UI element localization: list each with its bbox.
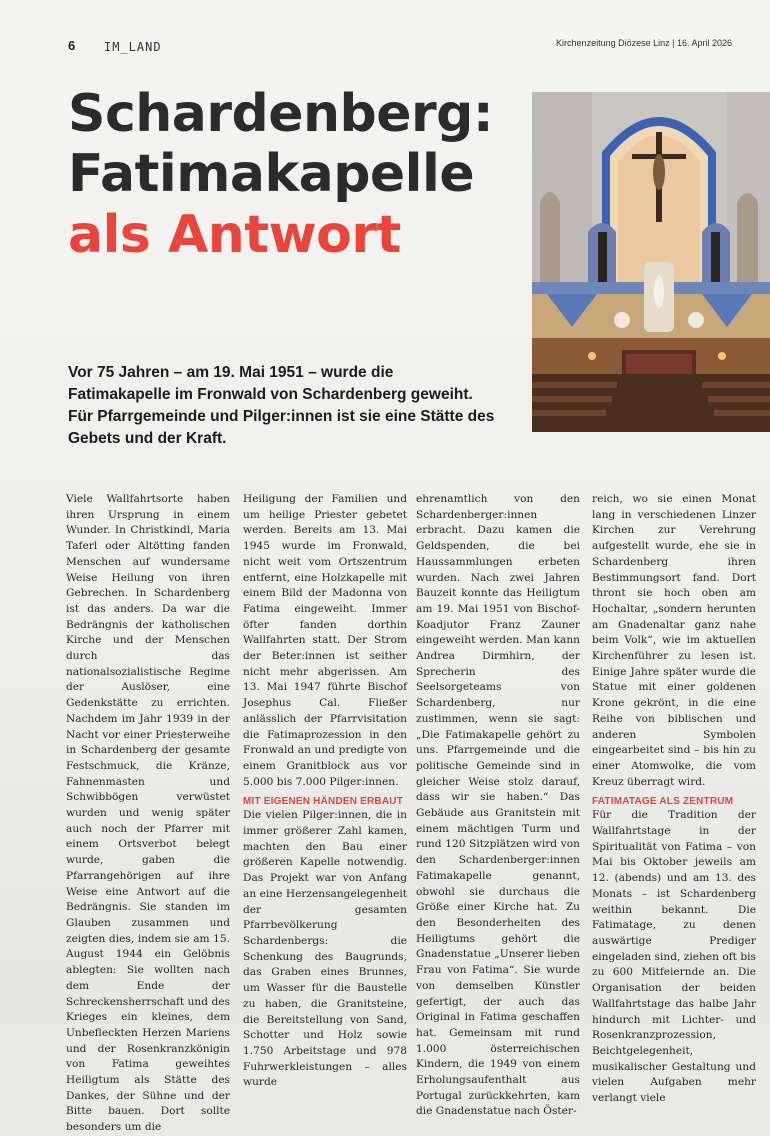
headline-line-1: Schardenberg: [68,84,494,144]
body-paragraph: reich, wo sie einen Monat lang in verschiedenen Linzer Kirchen zur Verehrung aufgestellt wurde, ehe sie in Schardenberg ihren Bestimmungsort fand. Dort thront sie hoch oben am Hochaltar, „sondern herunten am Gnadenaltar ganz nahe beim Volk“, wie im aktuellen Kirchenführer zu lesen ist. Einige Jahre später wurde die Statue mit einer goldenen Krone gekrönt, in die eine Reihe von biblischen und anderen Symbolen eingearbeitet sind – bis hin zu einer Atomwolke, die vom Kreuz überragt wird. [592,493,756,788]
headline [68,84,528,265]
headline-line-3: als Antwort [68,204,401,265]
body-paragraph: Für die Tradition der Wallfahrtstage in der Spiritualität von Fatima – von Mai bis Oktober jeweils am 12. (abends) und am 13. des Monats – ist Schardenberg weithin bekannt. Die Fatimatage, zu denen auswärtige Prediger eingeladen sind, ziehen oft bis zu 600 Mitfeiernde an. Die Organisation der beiden Wallfahrtstage das halbe Jahr hindurch mit Lichter- und Rosenkranzprozession, Beichtgelegenheit, musikalischer Gestaltung und vielen Aufgaben mehr verlangt viele [592,809,756,1105]
headline-line-2: Fatimakapelle [68,144,475,205]
body-column-4 [592,492,756,1107]
body-paragraph: Viele Wallfahrtsorte haben ihren Ursprung in einem Wunder. In Christkindl, Maria Taferl oder Altötting fanden Menschen auf wundersame Weise Heilung von ihren Gebrechen. In Schardenberg ist das anders. Da war die Bedrängnis der katholischen Kirche und der Menschen durch das nationalsozialistische Regime der Auslöser, eine Gedenkstätte zu errichten. Nachdem im Jahr 1939 in der Nacht vor einer Priesterweihe in Schardenberg der gesamte Festschmuck, die Kränze, Fahnenmasten und Schwibbögen verwüstet wurden und wenig später auch noch der Pfarrer mit einem Ortsverbot belegt wurde, gaben die Pfarrangehörigen auf ihre Weise eine Antwort auf die Bedrängnis. Sie standen im Glauben zusammen und zeigten dies, indem sie am 15. August 1944 ein Gelöbnis ablegten: Sie wollten nach dem Ende der Schreckensherrschaft und des Krieges ein kleines, dem Unbefleckten Herzen Mariens und der Rosenkranzkönigin von Fatima geweihtes Heiligtum als Stätte des Dankes, der Sühne und der Bitte bauen. Dort sollte besonders um die [66,493,230,1134]
masthead: Kirchenzeitung Diözese Linz | 16. April 2026 [556,38,732,48]
body-paragraph: Die vielen Pilger:innen, die in immer größerer Zahl kamen, machten den Bau einer größeren Kapelle notwendig. Das Projekt war von Anfang an eine Herzensangelegenheit der gesamten Pfarrbevölkerung Schardenbergs: die Schenkung des Baugrunds, das Graben eines Brunnes, um Wasser für die Baustelle zu haben, die Granitsteine, die Bereitstellung von Sand, Schotter und Holz sowie 1.750 Arbeitstage und 978 Fuhrwerkleistungen – alles wurde [243,809,407,1089]
lead-paragraph: Vor 75 Jahren – am 19. Mai 1951 – wurde die Fatimakapelle im Fronwald von Schardenberg geweiht. Für Pfarrgemeinde und Pilger:innen ist sie eine Stätte des Gebets und der Kraft. [68,364,495,447]
section-label: IM_LAND [104,40,162,54]
chapel-photo [532,92,770,432]
body-column-1 [66,492,230,1136]
subheading-fatima-days: FATIMATAGE ALS ZENTRUM [592,796,734,808]
page-number: 6 [68,38,76,53]
body-paragraph: ehrenamtlich von den Schardenberger:innen erbracht. Dazu kamen die Geldspenden, die bei Haussammlungen erbeten wurden. Nach zwei Jahren Bauzeit konnte das Heiligtum am 19. Mai 1951 von Bischof-Koadjutor Franz Zauner eingeweiht werden. Man kann Andrea Dirmhirn, der Sprecherin des Seelsorgeteams von Schardenberg, nur zustimmen, wenn sie sagt: „Die Fatimakapelle gehört zu uns. Pfarrgemeinde und die politische Gemeinde sind in gleicher Weise stolz darauf, dass wir sie haben.“ Das Gebäude aus Granitstein mit einem mächtigen Turm und rund 120 Sitzplätzen wird von den Schardenberger:innen Fatimakapelle genannt, obwohl sie durchaus die Größe einer Kirche hat. Zu den Besonderheiten des Heiligtums gehört die Gnadenstatue „Unserer lieben Frau von Fatima“. Sie wurde von demselben Künstler gefertigt, der auch das Original in Fatima geschaffen hat. Gemeinsam mit rund 1.000 österreichischen Kindern, die 1949 von einem Erholungsaufenthalt aus Portugal zurückkehrten, kam die Gnadenstatue nach Öster- [416,493,580,1118]
body-column-3 [416,492,580,1120]
body-column-2 [243,492,407,1091]
subheading-built-by-hand: MIT EIGENEN HÄNDEN ERBAUT [243,796,404,808]
body-paragraph: Heiligung der Familien und um heilige Priester gebetet werden. Bereits am 13. Mai 1945 wurde im Fronwald, nicht weit vom Ortszentrum entfernt, eine Holzkapelle mit einem Bild der Madonna von Fatima eingeweiht. Immer öfter fanden dorthin Wallfahrten statt. Der Strom der Beter:innen ist seither nicht mehr abgerissen. Am 13. Mai 1947 führte Bischof Josephus Cal. Fließer anlässlich der Pfarrvisitation die Fatimaprozession in den Fronwald an und predigte von einem Granitblock aus vor 5.000 bis 7.000 Pilger:innen. [243,493,407,788]
